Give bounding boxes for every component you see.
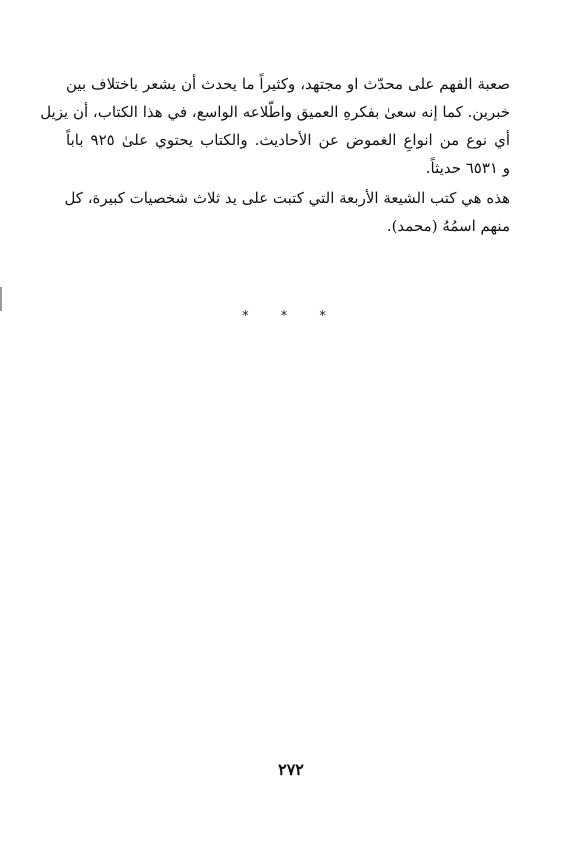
paragraph-line: هذه هي كتب الشيعة الأربعة التي كتبت على يد ثلاث شخصيات كبيرة، كل — [64, 189, 510, 207]
page-number: ٢٧٢ — [278, 760, 304, 779]
paragraph-line: خبرين. كما إنه سعىٰ بفكرهِ العميق واطّلاعه الواسع، في هذا الكتاب، أن يزيل — [40, 103, 510, 121]
paragraph-line: منهم اسمُهُ (محمد). — [386, 217, 510, 235]
paragraph-line: أي نوع من انواعِ الغموض عن الأحاديث. والكتاب يحتوي علىٰ ٩٢٥ باباً — [66, 131, 511, 149]
paragraph-line: و ٦٥٣١ حديثاً. — [425, 159, 510, 177]
paragraph-line: صعبة الفهم على محدّث او مجتهد، وكثيراً ما يحدث أن يشعر باختلاف بين — [66, 75, 510, 93]
paragraph-1 — [40, 70, 511, 182]
section-separator: * * * — [242, 309, 340, 324]
page-edge-mark — [0, 287, 2, 311]
paragraph-2 — [66, 184, 510, 240]
